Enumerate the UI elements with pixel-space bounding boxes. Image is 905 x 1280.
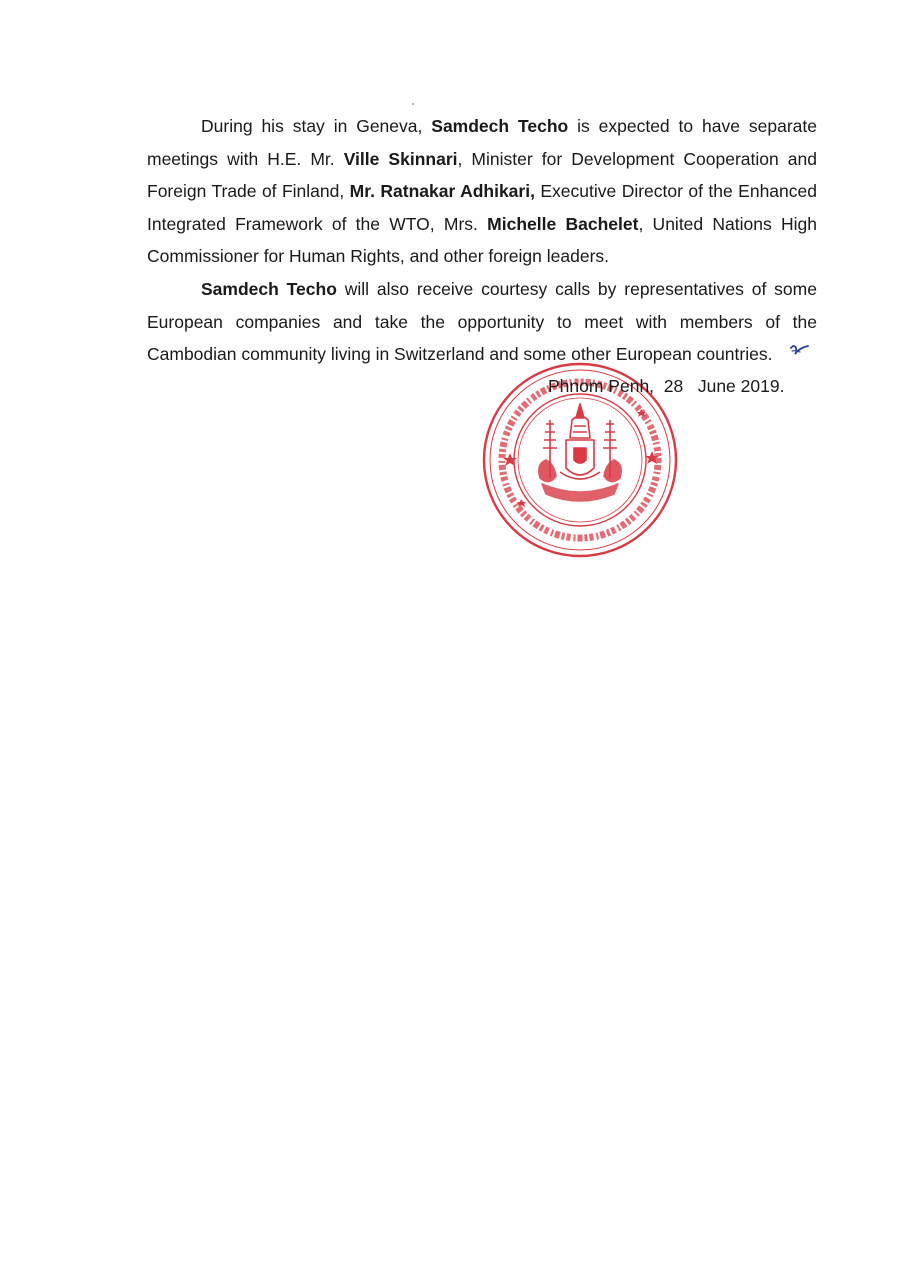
paragraph-text: During his stay in Geneva,	[201, 116, 432, 136]
paragraph-text: Executive Director of the Enhanced Integrated Framework of the WTO, Mrs.	[147, 181, 817, 234]
paragraph-text: , Minister for Development Cooperation and Foreign Trade of Finland,	[147, 148, 817, 202]
paragraph-text: will also receive courtesy calls by representatives of some European companies and take the opportunity to meet with members of the Cambodian community living in Switzerland and some other European countries.	[147, 278, 817, 365]
name-ville-skinnari: Ville Skinnari	[343, 148, 458, 169]
document-body	[147, 110, 817, 371]
handwritten-initial-icon	[788, 338, 810, 358]
dateline-date: 28 June 2019.	[663, 376, 785, 396]
name-samdech-techo: Samdech Techo	[201, 278, 337, 299]
scan-speck	[412, 103, 414, 105]
name-ratnakar-adhikari: Mr. Ratnakar Adhikari,	[349, 181, 535, 202]
paragraph-geneva-meetings	[147, 110, 817, 273]
name-michelle-bachelet: Michelle Bachelet	[487, 213, 639, 234]
name-samdech-techo: Samdech Techo	[431, 116, 569, 136]
paragraph-courtesy-calls	[147, 273, 817, 371]
dateline-place: Phnom Penh,	[548, 376, 655, 396]
paragraph-text: , United Nations High Commissioner for Human Rights, and other foreign leaders.	[147, 213, 817, 267]
dateline	[548, 372, 784, 400]
paragraph-text: is expected to have separate meetings with H.E. Mr.	[147, 116, 817, 169]
